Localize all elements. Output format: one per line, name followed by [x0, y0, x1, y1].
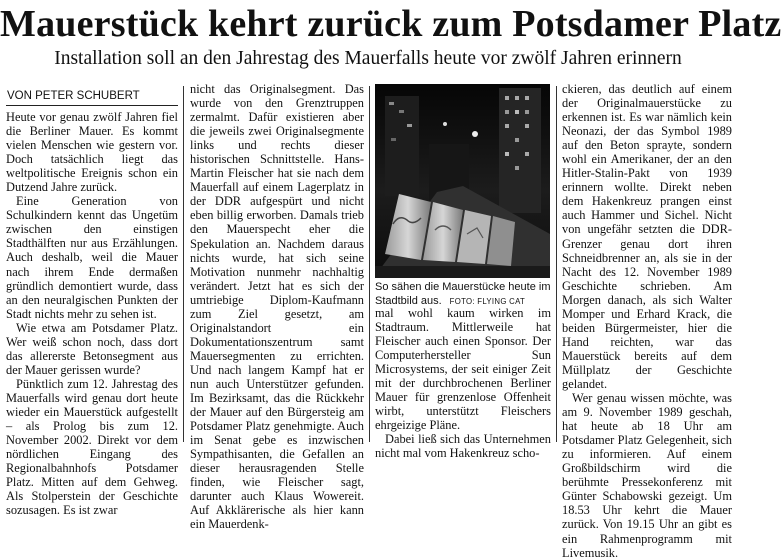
paragraph: Pünktlich zum 12. Jahrestag des Mauerfalls wird genau dort heute wieder ein Mauerstück aufgestellt – als Prolog bis zum 12. November 2002. Direkt vor dem nördlichen Eingang des Regionalbahnhofs Potsdamer Platz. Mitten auf dem Gehweg. Als Stolperstein der Geschichte sozusagen. Es ist zwar	[6, 376, 178, 518]
paragraph: nicht das Originalsegment. Das wurde von den Grenztruppen zermalmt. Dafür existieren aber die jeweils zwei Originalsegmente links und rechts dieser historischen Schnittstelle. Hans-Martin Fleischer hat sie nach dem Mauerfall auf einem Lagerplatz in der DDR aufgespürt und nicht eben billig erworben. Damals trieb den Mauerspecht eher die Spekulation an. Nachdem daraus nichts wurde, hat sich seine Motivation nunmehr nachhaltig verändert. Jetzt hat es sich der umtriebige Diplom-Kaufmann zum Ziel gesetzt, am Originalstandort ein Dokumentationszentrum samt Mauersegmenten zu errichten. Und nach langem Kampf hat er nun auch Unterstützer gefunden. Im Bezirksamt, das die Rückkehr der Mauer auf den Bürgersteig am Potsdamer Platz genehmigte. Auch im Senat gebe es inzwischen Sympathisanten, die Gefallen an dieser herausragenden Stelle finden, wie Fleischer sagt, darunter auch Klaus Wowereit. Auf Akklärerische als hier kann ein Mauerdenk-	[190, 82, 364, 532]
photo-caption	[375, 281, 555, 308]
subheadline: Installation soll an den Jahrestag des Mauerfalls heute vor zwölf Jahren erinnern	[54, 48, 682, 69]
byline-rule	[6, 105, 178, 106]
paragraph: Eine Generation von Schulkindern kennt das Ungetüm zwischen den einstigen Stadthälften nur aus Erzählungen. Auch deshalb, weil die Mauer nach ihrem Ende dermaßen gründlich demontiert wurde, dass an den neuralgischen Punkten der Stadt nichts mehr zu sehen ist.	[6, 194, 178, 321]
paragraph: Heute vor genau zwölf Jahren fiel die Berliner Mauer. Es kommt vielen Menschen wie gestern vor. Doch tatsächlich liegt das weltpolitische Ereignis schon ein Dutzend Jahre zurück.	[6, 110, 178, 195]
column-rule-2	[369, 86, 370, 442]
column-rule-1	[183, 86, 184, 442]
paragraph: Dabei ließ sich das Unternehmen nicht mal vom Hakenkreuz scho-	[375, 432, 551, 461]
headline: Mauerstück kehrt zurück zum Potsdamer Platz	[0, 3, 782, 45]
paragraph: mal wohl kaum wirken im Stadtraum. Mittlerweile hat Fleischer auch einen Sponsor. Der Computerhersteller Sun Microsystems, der seit einiger Zeit mit der durchbrochenen Berliner Mauer für grenzenlose Offenheit wirbt, unterstützt Fleischers ehrgeizige Pläne.	[375, 306, 551, 433]
byline: VON PETER SCHUBERT	[7, 90, 140, 102]
night-cityscape-image	[375, 84, 550, 278]
caption-line-2: Stadtbild aus.	[375, 294, 442, 307]
column-rule-3	[556, 86, 557, 442]
photo-credit: FOTO: FLYING CAT	[449, 296, 526, 306]
article-column-4	[562, 82, 732, 560]
article-column-1	[6, 110, 178, 518]
paragraph: Wie etwa am Potsdamer Platz. Wer weiß schon noch, dass dort das allererste Betonsegment aus der Mauer gerissen wurde?	[6, 320, 178, 377]
paragraph: ckieren, das deutlich auf einem der Originalmauerstücke zu erkennen ist. Es war nämlich kein Neonazi, der das Symbol 1989 auf den Beton sprayte, sondern wohl ein Amerikaner, der an den Hitler-Stalin-Pakt von 1939 erinnern wollte. Direkt neben dem Hakenkreuz prangen einst auch Hammer und Sichel. Nicht von ungefähr setzten die DDR-Grenzer genau dort ihren Schneidbrenner an, als sie in der Nacht des 12. November 1989 Geschichte schrieben. Am Morgen danach, als sich Walter Momper und Erhard Krack, die beiden Bürgermeister, hier die Hand reichten, war das Mauerstück bereits auf dem Müllplatz der Geschichte gelandet.	[562, 82, 732, 391]
article-column-3	[375, 306, 551, 461]
caption-line-1: So sähen die Mauerstücke heute im	[375, 281, 551, 293]
paragraph: Wer genau wissen möchte, was am 9. November 1989 geschah, hat heute ab 18 Uhr am Potsdamer Platz Gelegenheit, sich zu informieren. Auf einem Großbildschirm wird die berühmte Pressekonferenz mit Günter Schabowski gezeigt. Um 18.53 Uhr kehrt die Mauer zurück. Von 19.15 Uhr an gibt es ein Rahmenprogramm mit Livemusik.	[562, 391, 732, 560]
wall-segments-photo	[375, 84, 550, 278]
article-column-2	[190, 82, 364, 532]
